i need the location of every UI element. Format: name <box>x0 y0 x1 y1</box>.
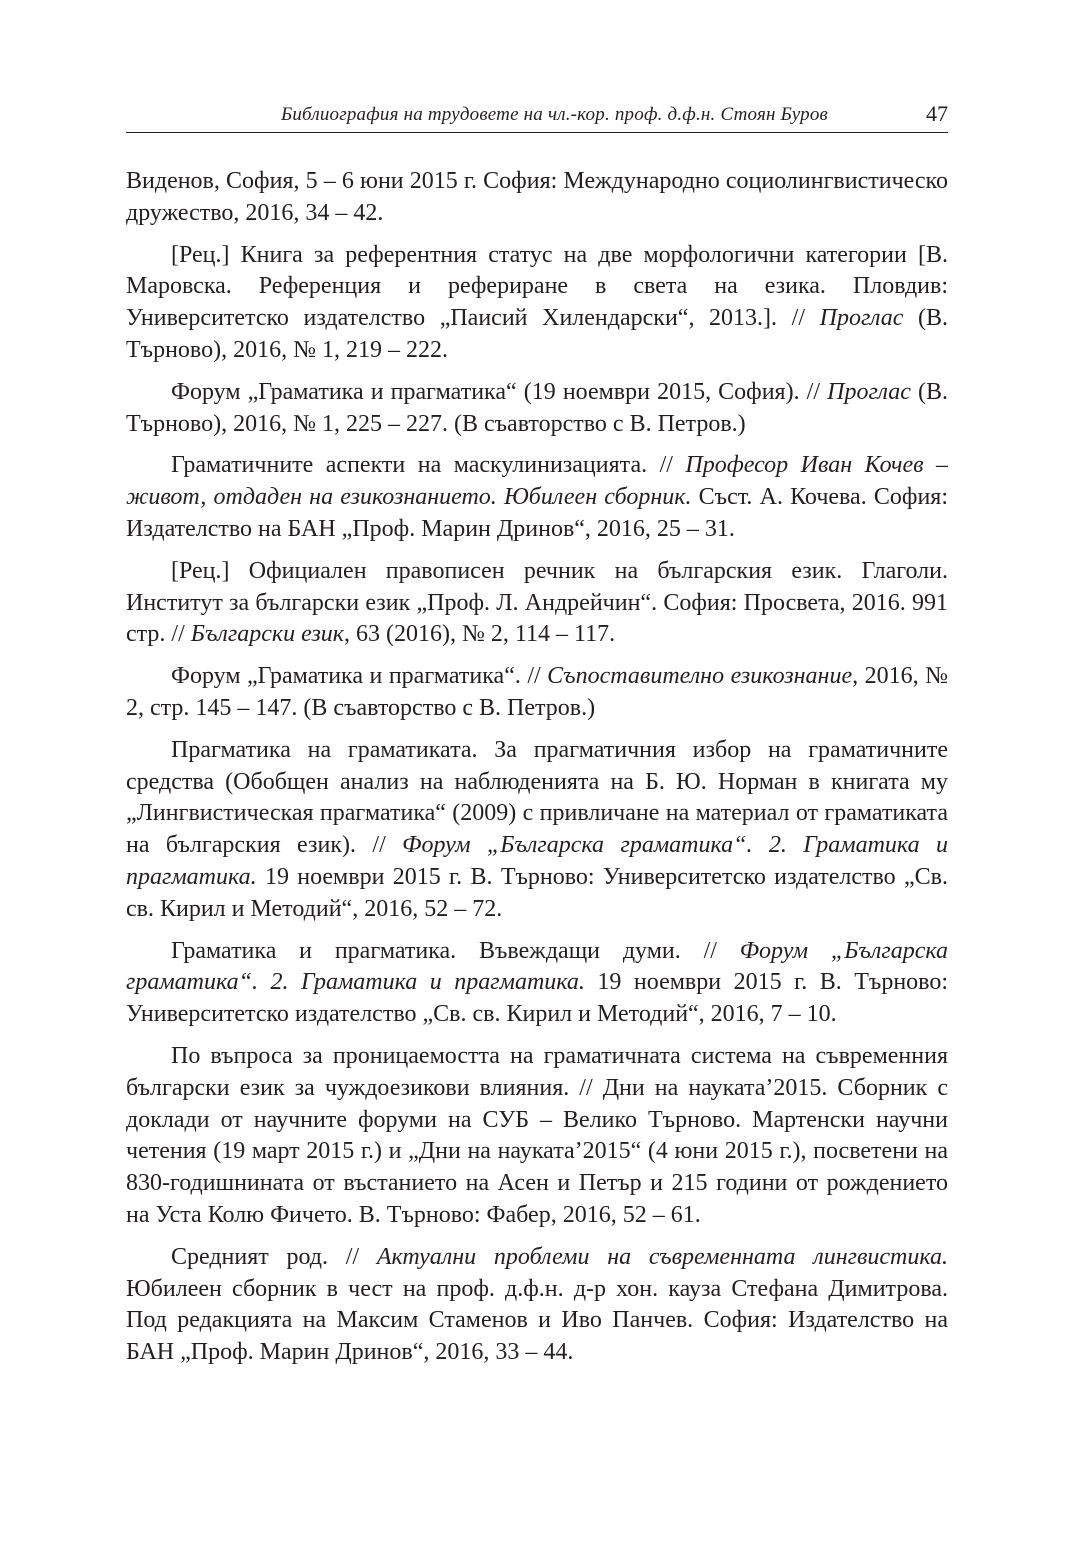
bibliography-entry <box>126 166 948 230</box>
entry-text: (В. Търново), 2016, № 1, 219 – 222. <box>126 305 949 363</box>
page-number: 47 <box>926 101 948 126</box>
entry-title-italic: Съпоставително езикознание <box>547 663 853 690</box>
bibliography-body <box>126 166 948 1379</box>
entry-title-italic: Проглас <box>827 378 911 405</box>
entry-text: Форум „Граматика и прагматика“. // <box>171 663 548 690</box>
entry-text: Форум „Граматика и прагматика“ (19 ноември 2015, София). // <box>171 378 828 405</box>
entry-text: Виденов, София, 5 – 6 юни 2015 г. София: Международно социолингвистическо дружество, 2016, 34 – 42. <box>126 168 948 226</box>
entry-title-italic: Актуални проблеми на съвременната лингвистика. <box>376 1243 949 1270</box>
bibliography-entry <box>126 1242 948 1369</box>
bibliography-entry <box>126 661 948 725</box>
entry-text: Юбилеен сборник в чест на проф. д.ф.н. д-р хон. кауза Стефана Димитрова. Под редакцията на Максим Стаменов и Иво Панчев. София: Издателство на БАН „Проф. Марин Дринов“, 2016, 33 – 44. <box>126 1275 948 1366</box>
entry-text: Средният род. // <box>171 1243 377 1270</box>
entry-title-italic: Форум „Българска граматика“. 2. Граматика и прагматика. <box>126 832 948 890</box>
entry-text: Съст. А. Кочева. София: Издателство на БАН „Проф. Марин Дринов“, 2016, 25 – 31. <box>126 484 948 542</box>
entry-title-italic: Български език <box>190 621 345 648</box>
entry-text: , 2016, № 2, стр. 145 – 147. (В съавторство с В. Петров.) <box>126 663 948 721</box>
bibliography-entry <box>126 556 948 651</box>
bibliography-entry <box>126 377 948 441</box>
entry-text: [Рец.] Книга за референтния статус на две морфологични категории [В. Маровска. Референция и рефериране в света на езика. Пловдив: Университетско издателство „Паисий Хилендарски“, 2013.]. // <box>126 241 948 332</box>
entry-title-italic: Проглас <box>819 305 904 332</box>
bibliography-entry <box>126 735 948 926</box>
running-title: Библиография на трудовете на чл.-кор. проф. д.ф.н. Стоян Буров <box>280 104 828 125</box>
entry-text: , 63 (2016), № 2, 114 – 117. <box>344 621 616 648</box>
entry-title-italic: Професор Иван Кочев – живот, отдаден на езикознанието. Юбилеен сборник. <box>126 452 948 511</box>
bibliography-entry <box>126 450 948 545</box>
entry-text: [Рец.] Официален правописен речник на българския език. Глаголи. Институт за български език „Проф. Л. Андрейчин“. София: Просвета, 2016. 991 стр. // <box>126 557 948 648</box>
entry-text: 19 ноември 2015 г. В. Търново: Университетско издателство „Св. св. Кирил и Методий“, 2016, 52 – 72. <box>126 863 948 922</box>
entry-text: Граматика и прагматика. Въвеждащи думи. // <box>171 937 740 964</box>
entry-title-italic: Форум „Българска граматика“. 2. Граматика и прагматика. <box>126 937 948 996</box>
entry-text: 19 ноември 2015 г. В. Търново: Университетско издателство „Св. св. Кирил и Методий“, 2016, 7 – 10. <box>126 969 949 1028</box>
bibliography-entry <box>126 240 948 367</box>
bibliography-entry <box>126 936 948 1031</box>
entry-text: Прагматика на граматиката. За прагматичния избор на граматичните средства (Обобщен анализ на наблюденията на Б. Ю. Норман в книгата му „Лингвистическая прагматика“ (2009) с привличане на материал от граматиката на българския език). // <box>126 736 948 859</box>
running-header <box>126 98 948 133</box>
entry-text: Граматичните аспекти на маскулинизацията. // <box>171 452 686 479</box>
entry-text: (В. Търново), 2016, № 1, 225 – 227. (В съавторство с В. Петров.) <box>126 378 948 437</box>
entry-text: По въпроса за проницаемостта на граматичната система на съвременния български език за чуждоезикови влияния. // Дни на науката’2015. Сборник с доклади от научните форуми на СУБ – Велико Търново. Мартенски научни четения (19 март 2015 г.) и „Дни на науката’2015“ (4 юни 2015 г.), посветени на 830-годишнината от въстанието на Асен и Петър и 215 години от рождението на Уста Колю Фичето. В. Търново: Фабер, 2016, 52 – 61. <box>126 1042 948 1228</box>
bibliography-entry <box>126 1041 948 1232</box>
